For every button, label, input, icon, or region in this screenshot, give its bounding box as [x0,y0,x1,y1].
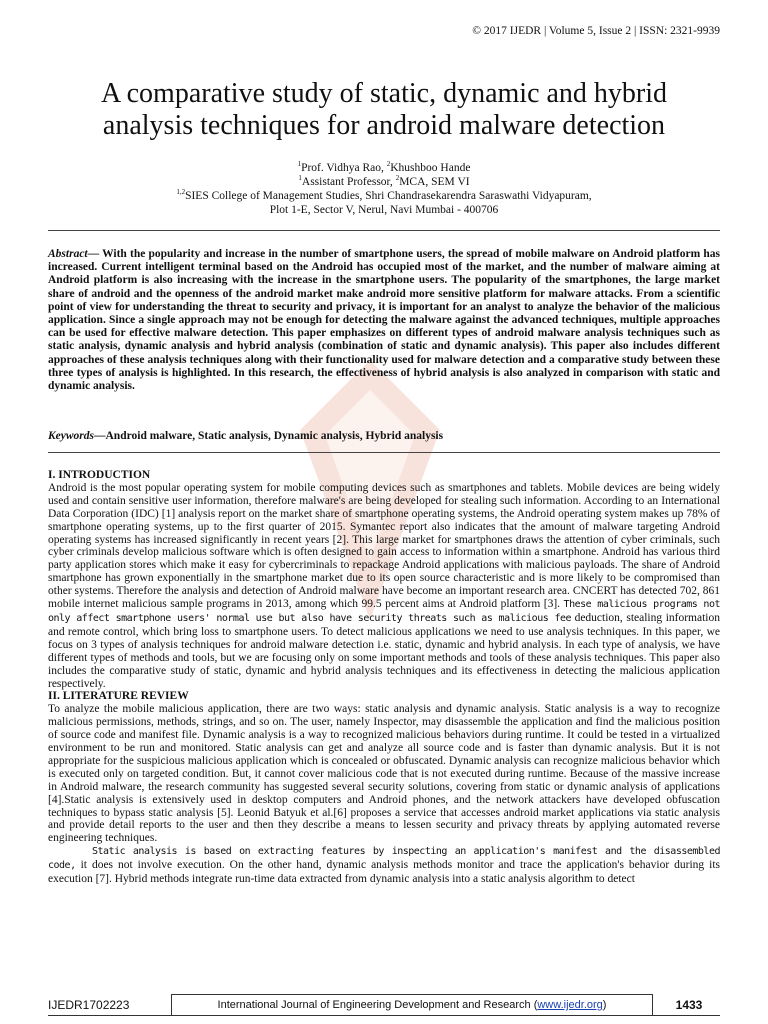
keywords-label: Keywords [48,430,94,442]
affiliation-line-2: Plot 1-E, Sector V, Nerul, Navi Mumbai - 400706 [269,204,499,216]
literature-paragraph-2 [48,845,720,886]
footer-rule [48,1015,720,1016]
literature-paragraph-1: To analyze the mobile malicious application, there are two ways: static analysis and dynamic analysis. Static analysis is a way to recognize malicious permissions, methods, strings, and so on. The user, namely Inspector, may disassemble the application and find the malicious position of source code and manifest file. Dynamic analysis is a way to recognized malicious behaviors during runtime. It could be tested in a virtualized environment to be run and monitored. Static analysis can get and analyze all source code and is faster than dynamic analysis. But it is not appropriate for the suspicious malicious application which is concealed or obfuscated. Dynamic analysis can recognize malicious behavior which is executed only on targeted condition. But, it cannot cover malicious code that is not executed during runtime. Because of the massive increase in Android malware, the research community has suggested several security solutions, covering from static or dynamic analysis of applications [4].Static analysis is extensively used in desktop computers and Android phones, and the network attackers have developed obfuscation techniques to bypass static analysis [5]. Leonid Batyuk et al.[6] proposes a service that accesses android market applications via static analysis and provide detail reports to the user and then they describe a means to lessen security and privacy threats by applying automated reverse engineering techniques. [48,703,720,845]
keywords [48,430,720,442]
paper-body [48,469,720,886]
affil-mark: 2 [395,174,400,183]
affil-mark: 1 [298,174,302,183]
author-block [0,161,768,217]
journal-header: © 2017 IJEDR | Volume 5, Issue 2 | ISSN: 2321-9939 [472,25,720,37]
journal-name-text: ) [602,999,607,1011]
title-line-1: A comparative study of static, dynamic and hybrid [100,78,668,109]
title-line-2: analysis techniques for android malware detection [102,110,666,141]
affil-mark: 1,2 [176,188,186,197]
affil-mark: 2 [386,160,391,169]
paragraph-text: These malicious programs not only affect smartphone users' normal use but also have security threats such as malicious fee [48,599,720,624]
abstract-label: Abstract [48,248,88,260]
author-name: Khushboo Hande [390,162,471,174]
paragraph-text: it does not involve execution. On the other hand, dynamic analysis methods monitor and trace the application's behavior during its execution [7]. Hybrid methods integrate run-time data extracted from dynamic analysis into a static analysis algorithm to detect [48,859,720,886]
journal-website-link[interactable]: www.ijedr.org [537,999,603,1011]
affiliation-line-1 [0,189,768,203]
paragraph-text: deduction, stealing information and remote control, which bring loss to smartphone users. To detect malicious applications we need to use analysis techniques. In this paper, we focus on 3 types of analysis techniques for android malware detection i.e. static, dynamic and hybrid analysis. In each type of analysis, we have different types of methods and tools, but we are focusing only on some important methods and tools of these analysis techniques. This paper also includes the comparative study of static, dynamic and hybrid analysis techniques and its effectiveness in detecting the malicious application respectively. [48,611,720,690]
author-roles [0,175,768,189]
paper-id: IJEDR1702223 [48,998,130,1012]
paragraph-text: Static analysis is based on extracting features by inspecting an application's manifest and the disassembled code, [48,846,720,872]
author-names [0,161,768,175]
keywords-text: —Android malware, Static analysis, Dynamic analysis, Hybrid analysis [94,430,444,442]
journal-name-text: International Journal of Engineering Development and Research ( [217,999,538,1011]
author-name: Prof. Vidhya Rao, [301,162,387,174]
journal-name [171,994,653,1015]
section-heading-literature-review: II. LITERATURE REVIEW [48,690,189,703]
abstract [48,248,720,393]
affiliation-text: SIES College of Management Studies, Shri Chandrasekarendra Saraswathi Vidyapuram, [185,190,592,202]
section-heading-introduction: I. INTRODUCTION [48,469,151,481]
author-role: Assistant Professor, [301,176,396,188]
paper-title [40,78,728,142]
paragraph-text: Android is the most popular operating system for mobile computing devices such as smartphones and tablets. Mobile devices are being widely used and contain sensitive user information, therefore malware's are being developed for stealing such information. According to an International Data Corporation (IDC) [1] analysis report on the market share of smartphone operating systems, the Android operating system makes up 78% of smartphone operating systems, up to the first quarter of 2015. Symantec report also indicates that the amount of malware targeting Android operating systems has increased significantly in recent years [2]. This large market for smartphones draws the attention of cyber criminals, such cyber criminals develop malicious software which is often designed to gain access to information within a smartphone. Android has various third party application stores which make it easy for cybercriminals to repackage Android applications with malicious payloads. The share of Android smartphone has grown exponentially in the smartphone market due to its open source characteristic and is more likely to be compromised than other systems. Therefore the analysis and detection of Android malware have become an important research area. CNCERT has detected 702, 861 mobile internet malicious sample programs in 2013, among which 99.5 percent aims at Android platform [3]. [48,481,720,611]
abstract-text: — With the popularity and increase in the number of smartphone users, the spread of mobile malware on Android platform has increased. Current intelligent terminal based on the Android has occupied most of the market, and the number of malware aiming at Android platform is also increasing with the increase in the smartphone users. The popularity of the smartphones, the large market share of android and the openness of the android market make android more sensitive platform for malware attacks. From a scientific point of view for understanding the threat to security and privacy, it is important for an analyst to analyze the behavior of the malicious application. Since a single approach may not be enough for detecting the malware against the advanced techniques, multiple approaches can be used for effective malware detection. This paper emphasizes on different types of android malware analysis techniques such as static analysis, dynamic analysis and hybrid analysis (combination of static and dynamic analysis). This paper also includes different approaches of these analysis techniques along with their functionality used for malware detection and a comparative study between these three types of analysis is highlighted. In this research, the effectiveness of hybrid analysis is also analyzed in comparison with static and dynamic analysis. [48,248,720,393]
page-footer [48,994,720,1016]
affil-mark: 1 [297,160,302,169]
page-number: 1433 [675,998,703,1012]
divider [48,230,720,231]
introduction-paragraph [48,482,720,691]
author-role: MCA, SEM VI [399,176,470,188]
divider [48,452,720,453]
